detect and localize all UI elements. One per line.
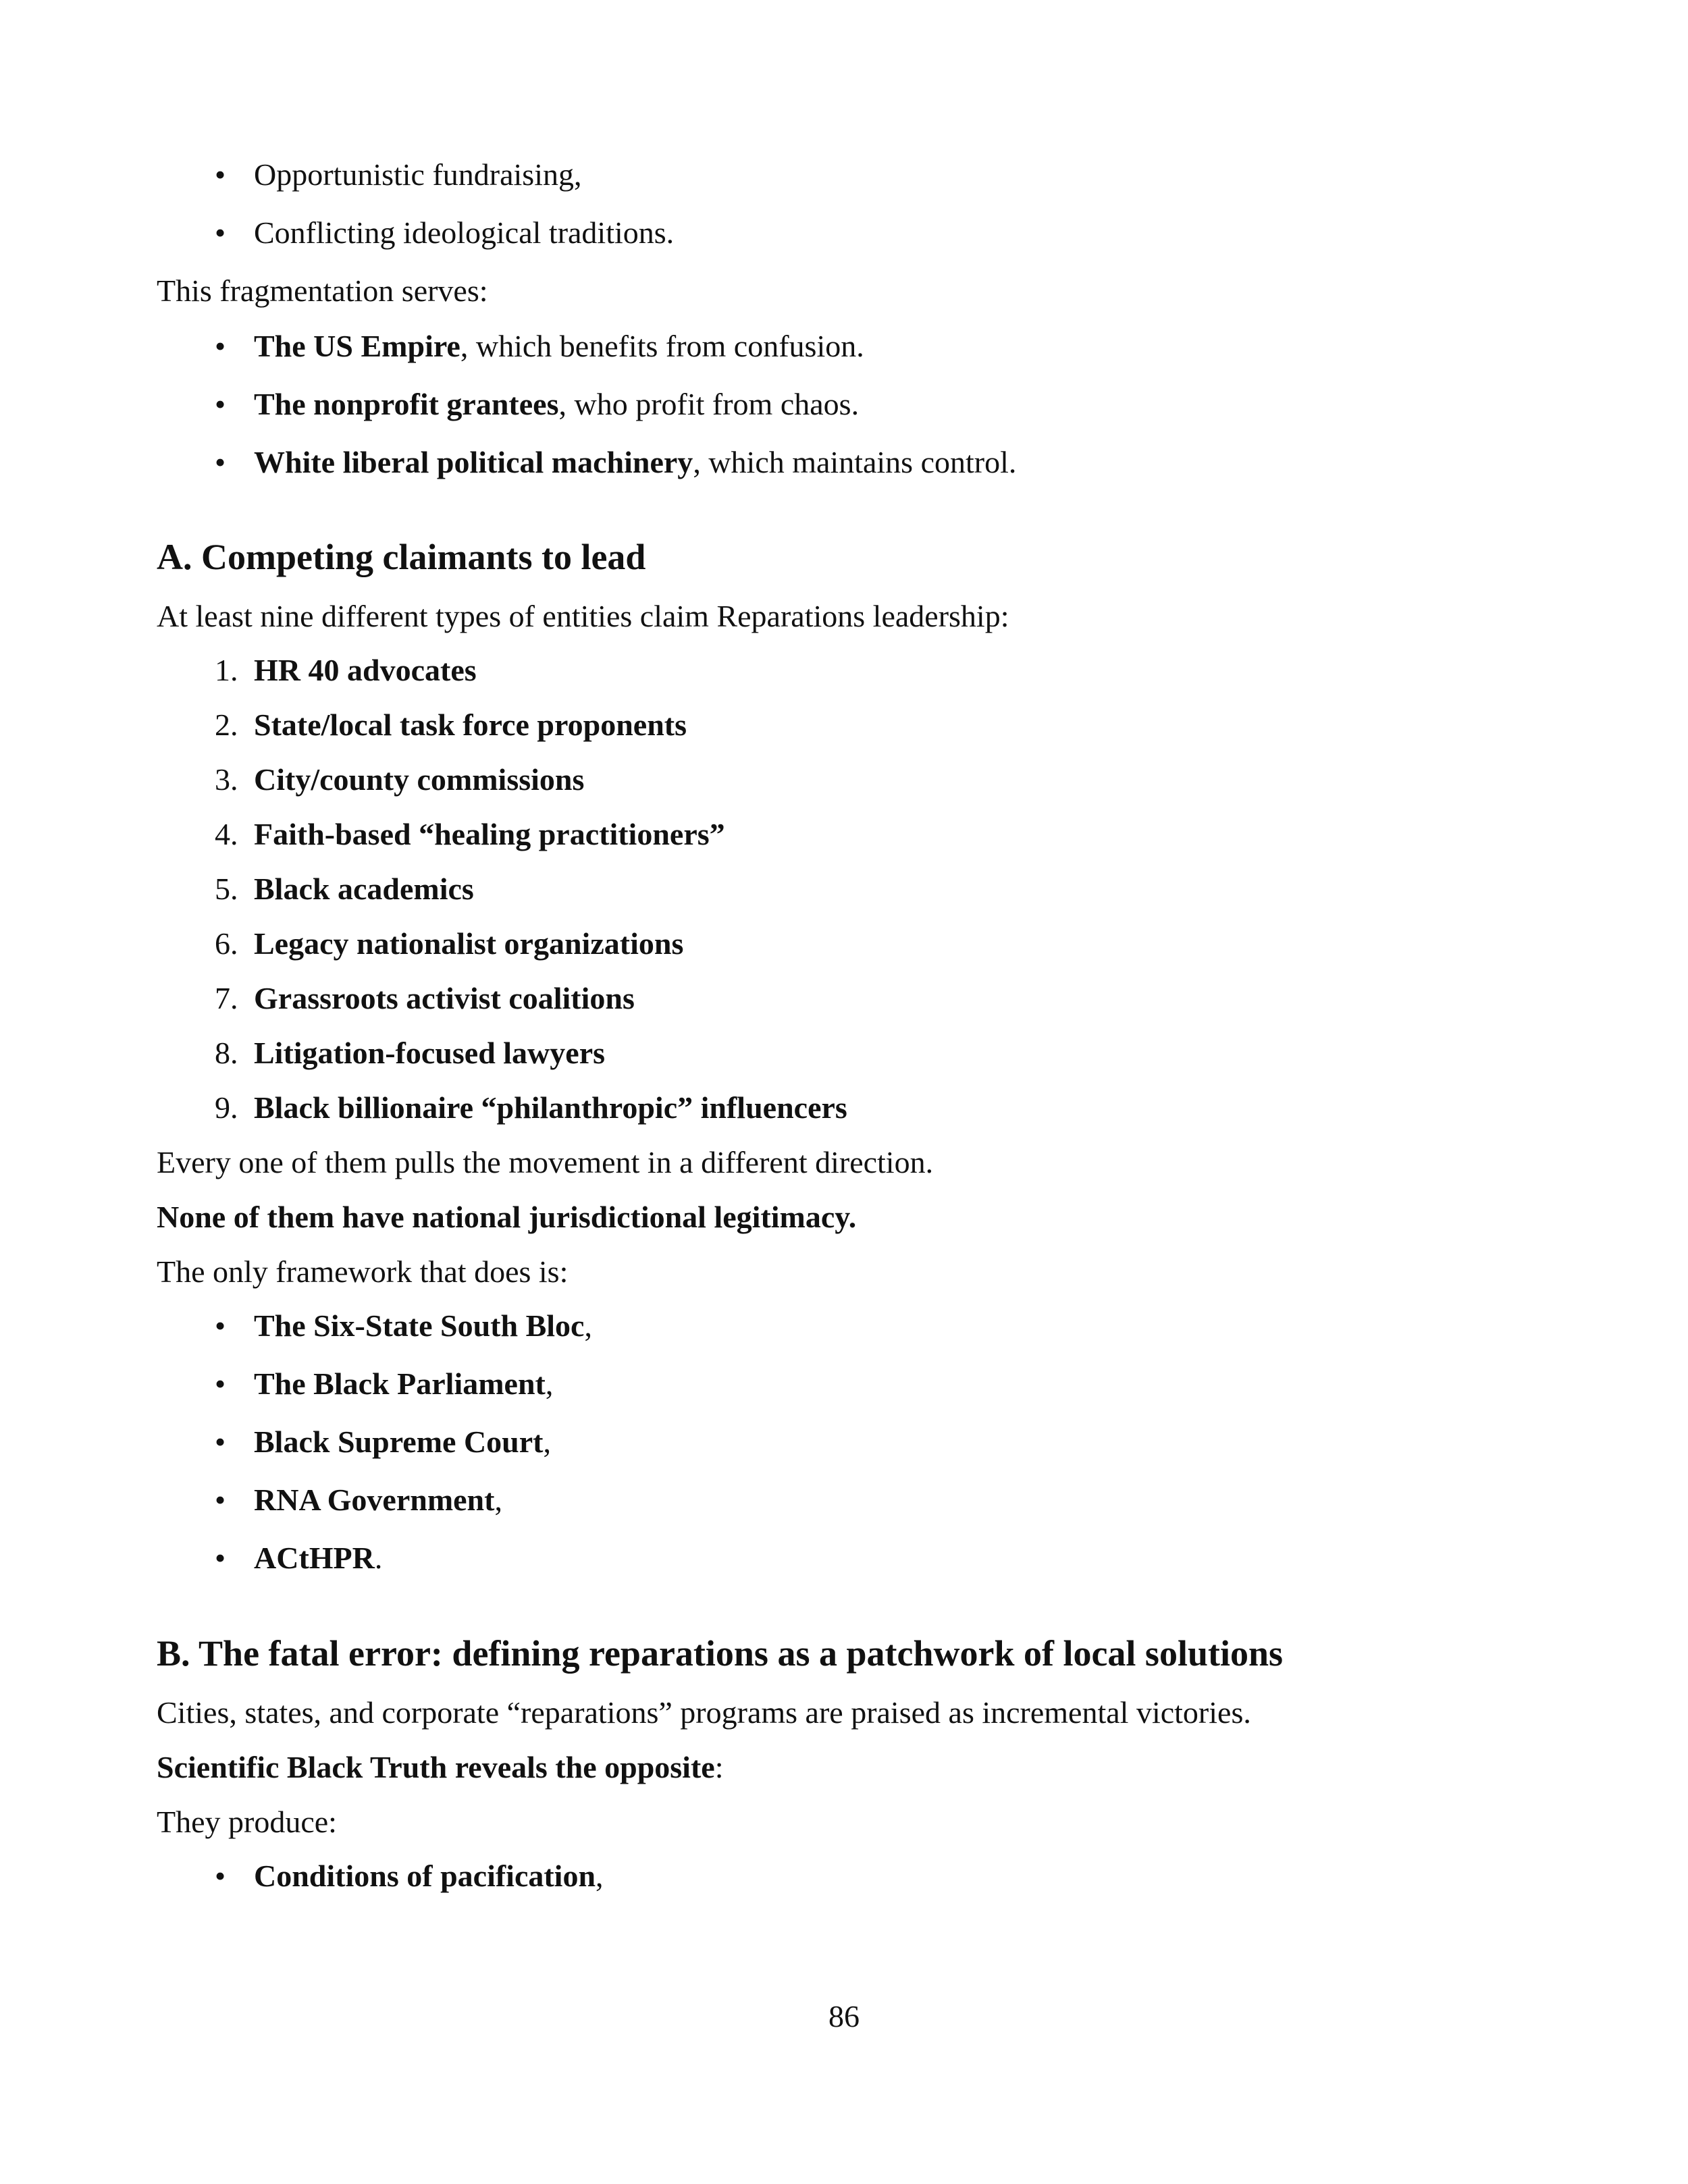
list-item-text: Black billionaire “philanthropic” influencers bbox=[254, 1090, 847, 1125]
list-item-bold: The Black Parliament bbox=[254, 1366, 546, 1401]
list-item-text: Opportunistic fundraising, bbox=[254, 157, 582, 192]
bullet-marker: • bbox=[215, 215, 226, 250]
list-item-bold: RNA Government bbox=[254, 1483, 495, 1517]
bold-statement: Scientific Black Truth reveals the opposite bbox=[157, 1750, 715, 1784]
paragraph: Every one of them pulls the movement in a different direction. bbox=[157, 1145, 934, 1179]
list-item-text: HR 40 advocates bbox=[254, 653, 477, 687]
list-item-text: , bbox=[543, 1424, 551, 1459]
list-item-bold: Black Supreme Court bbox=[254, 1424, 544, 1459]
bullet-marker: • bbox=[215, 1366, 226, 1401]
list-item-text: State/local task force proponents bbox=[254, 708, 687, 742]
item-number: 3. bbox=[215, 762, 238, 797]
list-item-text: , bbox=[596, 1859, 604, 1893]
paragraph bbox=[157, 1752, 723, 1783]
paragraph: Cities, states, and corporate “reparations” programs are praised as incremental victories. bbox=[157, 1695, 1251, 1730]
bullet-marker: • bbox=[215, 1308, 226, 1343]
paragraph-text: : bbox=[714, 1750, 724, 1784]
list-item-bold: Conditions of pacification bbox=[254, 1859, 596, 1893]
paragraph: At least nine different types of entities claim Reparations leadership: bbox=[157, 599, 1009, 633]
list-item-text: , bbox=[545, 1366, 554, 1401]
list-item-bold: The nonprofit grantees bbox=[254, 387, 559, 421]
list-item-bold: White liberal political machinery bbox=[254, 445, 693, 479]
item-number: 6. bbox=[215, 926, 238, 961]
bullet-marker: • bbox=[215, 157, 226, 192]
item-number: 4. bbox=[215, 817, 238, 851]
list-item-text: , which maintains control. bbox=[693, 445, 1017, 479]
list-item-text: Conflicting ideological traditions. bbox=[254, 215, 675, 250]
list-item-text: . bbox=[374, 1541, 383, 1575]
paragraph: The only framework that does is: bbox=[157, 1254, 569, 1289]
list-item-bold: The Six-State South Bloc bbox=[254, 1308, 585, 1343]
list-item-text: , who profit from chaos. bbox=[558, 387, 860, 421]
list-item-bold: The US Empire bbox=[254, 329, 460, 363]
list-item-text: Faith-based “healing practitioners” bbox=[254, 817, 725, 851]
section-heading: B. The fatal error: defining reparations as a patchwork of local solutions bbox=[157, 1633, 1284, 1674]
list-item-text: Litigation-focused lawyers bbox=[254, 1036, 606, 1070]
bullet-marker: • bbox=[215, 387, 226, 421]
bullet-marker: • bbox=[215, 1424, 226, 1459]
item-number: 7. bbox=[215, 981, 238, 1015]
item-number: 1. bbox=[215, 653, 238, 687]
list-item-text: Grassroots activist coalitions bbox=[254, 981, 635, 1015]
list-item-bold: ACtHPR bbox=[254, 1541, 375, 1575]
list-item-text: Legacy nationalist organizations bbox=[254, 926, 684, 961]
bullet-marker: • bbox=[215, 1483, 226, 1517]
item-number: 9. bbox=[215, 1090, 238, 1125]
list-item-text: City/county commissions bbox=[254, 762, 585, 797]
list-item-text: , bbox=[494, 1483, 502, 1517]
list-item-text: Black academics bbox=[254, 872, 474, 906]
bullet-marker: • bbox=[215, 1541, 226, 1575]
bold-statement: None of them have national jurisdictional legitimacy. bbox=[157, 1200, 857, 1234]
page-number: 86 bbox=[828, 1999, 860, 2033]
bullet-marker: • bbox=[215, 1859, 226, 1893]
item-number: 2. bbox=[215, 708, 238, 742]
list-item-text: , which benefits from confusion. bbox=[460, 329, 864, 363]
list-item-text: , bbox=[584, 1308, 592, 1343]
item-number: 5. bbox=[215, 872, 238, 906]
item-number: 8. bbox=[215, 1036, 238, 1070]
bullet-marker: • bbox=[215, 445, 226, 479]
paragraph: This fragmentation serves: bbox=[157, 273, 488, 308]
bullet-marker: • bbox=[215, 329, 226, 363]
section-heading: A. Competing claimants to lead bbox=[157, 537, 646, 577]
paragraph: They produce: bbox=[157, 1805, 337, 1839]
